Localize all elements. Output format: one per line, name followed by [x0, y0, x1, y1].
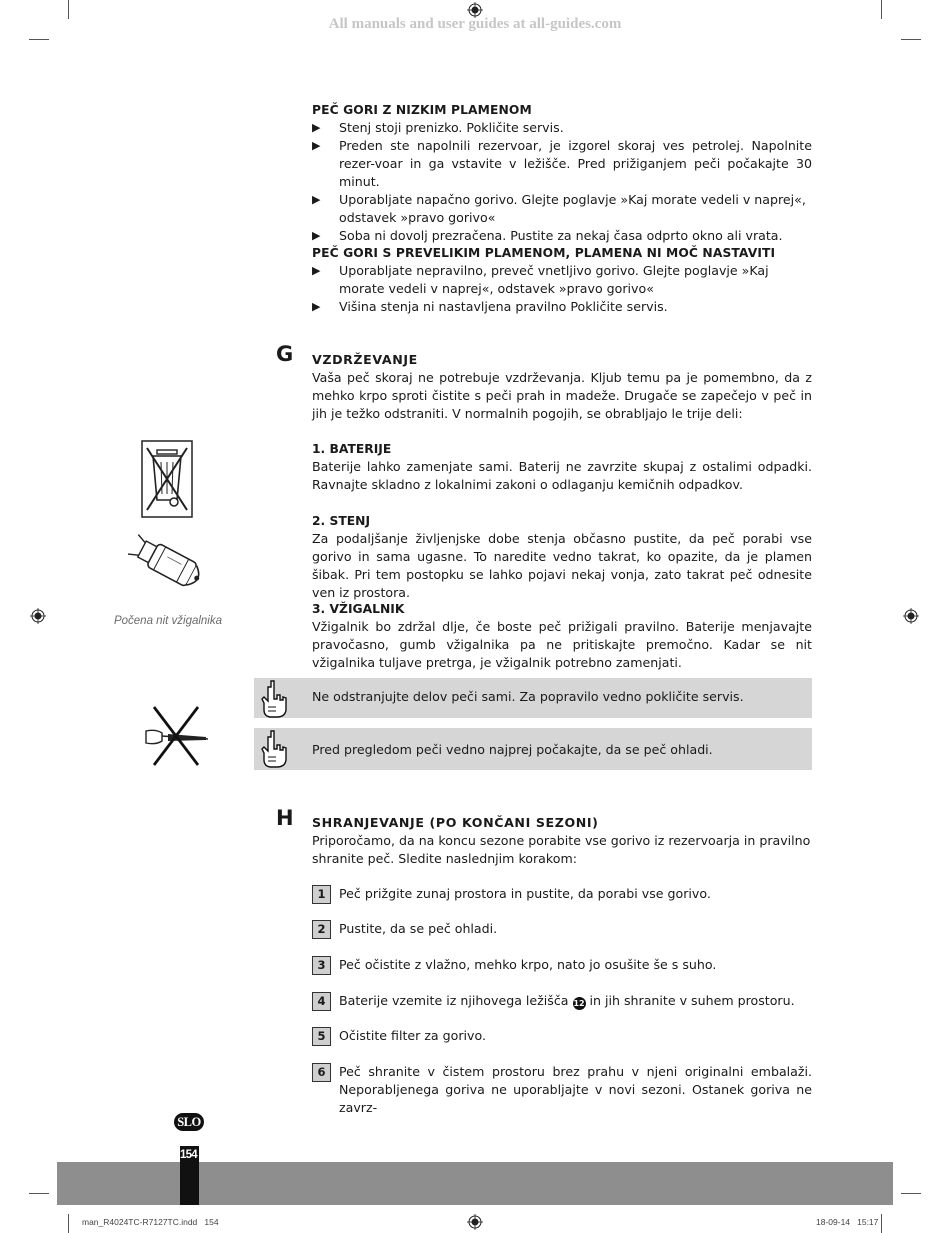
section-title-maintenance: VZDRŽEVANJE	[312, 352, 418, 367]
step-item	[312, 885, 812, 903]
wick-text: Za podaljšanje življenjske dobe stenja občasno pustite, da peč porabi vse gorivo in sama ugasne. To naredite vedno takrat, ko opazite, da je plamen šibak. Pri tem postopku se lahko pojavi nekaj vonja, zato takrat peč odnesite ven iz prostora.	[312, 531, 812, 600]
registration-mark-icon	[30, 608, 46, 624]
subsection-wick	[312, 512, 812, 602]
step-item	[312, 1027, 812, 1045]
list-item: ▶ Višina stenja ni nastavljena pravilno Pokličite servis.	[312, 299, 668, 314]
arrow-bullet-icon: ▶	[312, 300, 321, 313]
reference-number-badge: 12	[573, 999, 585, 1008]
step-text: Peč očistite z vlažno, mehko krpo, nato jo osušite še s suho.	[339, 957, 717, 972]
step-text: Očistite filter za gorivo.	[339, 1028, 486, 1043]
crop-mark	[29, 1193, 49, 1194]
watermark: All manuals and user guides at all-guides.com	[328, 16, 622, 32]
step-number: 1	[312, 885, 331, 904]
step-item	[312, 956, 812, 974]
step-number: 3	[312, 956, 331, 975]
page-number: 154	[180, 1149, 197, 1161]
step-text: Peč shranite v čistem prostoru brez prahu v njeni originalni embalaži. Neporabljenega goriva ne uporabljajte v novi sezoni. Ostanek goriva ne zavrz-	[339, 1064, 812, 1115]
arrow-bullet-icon: ▶	[312, 229, 321, 242]
subsection-igniter	[312, 600, 812, 672]
list-item: ▶ Stenj stoji prenizko. Pokličite servis.	[312, 120, 564, 135]
no-screwdriver-icon	[144, 705, 210, 767]
subsection-title-batteries: 1. BATERIJE	[312, 442, 392, 456]
file-slug: man_R4024TC-R7127TC.indd 154	[82, 1217, 219, 1227]
list-item: ▶ Preden ste napolnili rezervoar, je izgorel skoraj ves petrolej. Napolnite rezer-voar in ga vstavite v ležišče. Pred prižiganjem peči počakajte 30 minut.	[312, 138, 812, 189]
hand-warning-icon	[258, 729, 288, 769]
hand-warning-icon	[258, 679, 288, 719]
step-text: Pustite, da se peč ohladi.	[339, 921, 498, 936]
step-item	[312, 1063, 812, 1117]
igniter-icon	[124, 532, 220, 598]
storage-intro: Priporočamo, da na koncu sezone porabite vse gorivo iz rezervoarja in pravilno shranite peč. Sledite naslednjim korakom:	[312, 833, 811, 866]
list-item: ▶ Uporabljate nepravilno, preveč vnetljivo gorivo. Glejte poglavje »Kaj morate vedeli v naprej«, odstavek »pravo gorivo«	[312, 263, 769, 296]
step-number: 2	[312, 920, 331, 939]
troubleshoot-high-flame	[312, 244, 812, 316]
step-text: Peč prižgite zunaj prostora in pustite, da porabi vse gorivo.	[339, 886, 711, 901]
arrow-bullet-icon: ▶	[312, 264, 321, 277]
language-badge: SLO	[174, 1113, 204, 1131]
step-item	[312, 992, 812, 1010]
notice-text: Ne odstranjujte delov peči sami. Za popravilo vedno pokličite servis.	[312, 689, 744, 704]
weee-bin-icon	[141, 440, 193, 518]
crop-mark	[29, 39, 49, 40]
subsection-batteries	[312, 440, 812, 494]
crop-mark	[68, 1214, 69, 1233]
batteries-text: Baterije lahko zamenjate sami. Baterij ne zavrzite skupaj z ostalimi odpadki. Ravnajte skladno z lokalnimi zakoni o odlaganju kemičnih odpadkov.	[312, 459, 812, 492]
crop-mark	[881, 1214, 882, 1233]
section-letter-g: G	[276, 342, 294, 366]
notice-text: Pred pregledom peči vedno najprej počakajte, da se peč ohladi.	[312, 742, 713, 757]
list-item: ▶ Soba ni dovolj prezračena. Pustite za nekaj časa odprto okno ali vrata.	[312, 228, 783, 243]
igniter-text: Vžigalnik bo zdržal dlje, če boste peč prižigali pravilno. Baterije menjavajte pravočasno, gumb vžigalnika pa ne pritiskajte premočno. Kadar se nit vžigalnika tuljave pretrga, je vžigalnik potrebno zamenjati.	[312, 619, 812, 670]
subsection-title-wick: 2. STENJ	[312, 514, 371, 528]
arrow-bullet-icon: ▶	[312, 193, 321, 206]
step-text: Baterije vzemite iz njihovega ležišča 12 in jih shranite v suhem prostoru.	[339, 993, 795, 1008]
subsection-title-igniter: 3. VŽIGALNIK	[312, 602, 405, 616]
list-low-flame	[312, 119, 812, 245]
step-number: 4	[312, 992, 331, 1011]
heading-low-flame: PEČ GORI Z NIZKIM PLAMENOM	[312, 103, 532, 117]
crop-mark	[901, 1193, 921, 1194]
list-item: ▶ Uporabljate napačno gorivo. Glejte poglavje »Kaj morate vedeli v naprej«, odstavek »pravo gorivo«	[312, 192, 806, 225]
arrow-bullet-icon: ▶	[312, 121, 321, 134]
section-maintenance	[312, 351, 812, 423]
step-item	[312, 920, 812, 938]
notice-cool-down	[254, 728, 812, 770]
arrow-bullet-icon: ▶	[312, 139, 321, 152]
troubleshoot-low-flame	[312, 101, 812, 245]
notice-no-disassembly	[254, 678, 812, 718]
list-high-flame	[312, 262, 812, 316]
step-number: 6	[312, 1063, 331, 1082]
section-title-storage: SHRANJEVANJE (PO KONČANI SEZONI)	[312, 815, 599, 830]
igniter-caption: Počena nit vžigalnika	[113, 615, 223, 627]
registration-mark-icon	[903, 608, 919, 624]
section-letter-h: H	[276, 806, 294, 830]
section-storage	[312, 814, 812, 868]
crop-mark	[901, 39, 921, 40]
maintenance-intro: Vaša peč skoraj ne potrebuje vzdrževanja. Kljub temu pa je pomembno, da z mehko krpo sproti čistite s peči prah in madeže. Drugače se zapečejo v peč in jih je težko odstraniti. V normalnih pogojih, se obrabljajo le trije deli:	[312, 370, 812, 421]
step-number: 5	[312, 1027, 331, 1046]
registration-mark-icon	[467, 1214, 483, 1230]
print-date: 18-09-14 15:17	[816, 1217, 879, 1227]
heading-high-flame: PEČ GORI S PREVELIKIM PLAMENOM, PLAMENA NI MOČ NASTAVITI	[312, 246, 776, 260]
